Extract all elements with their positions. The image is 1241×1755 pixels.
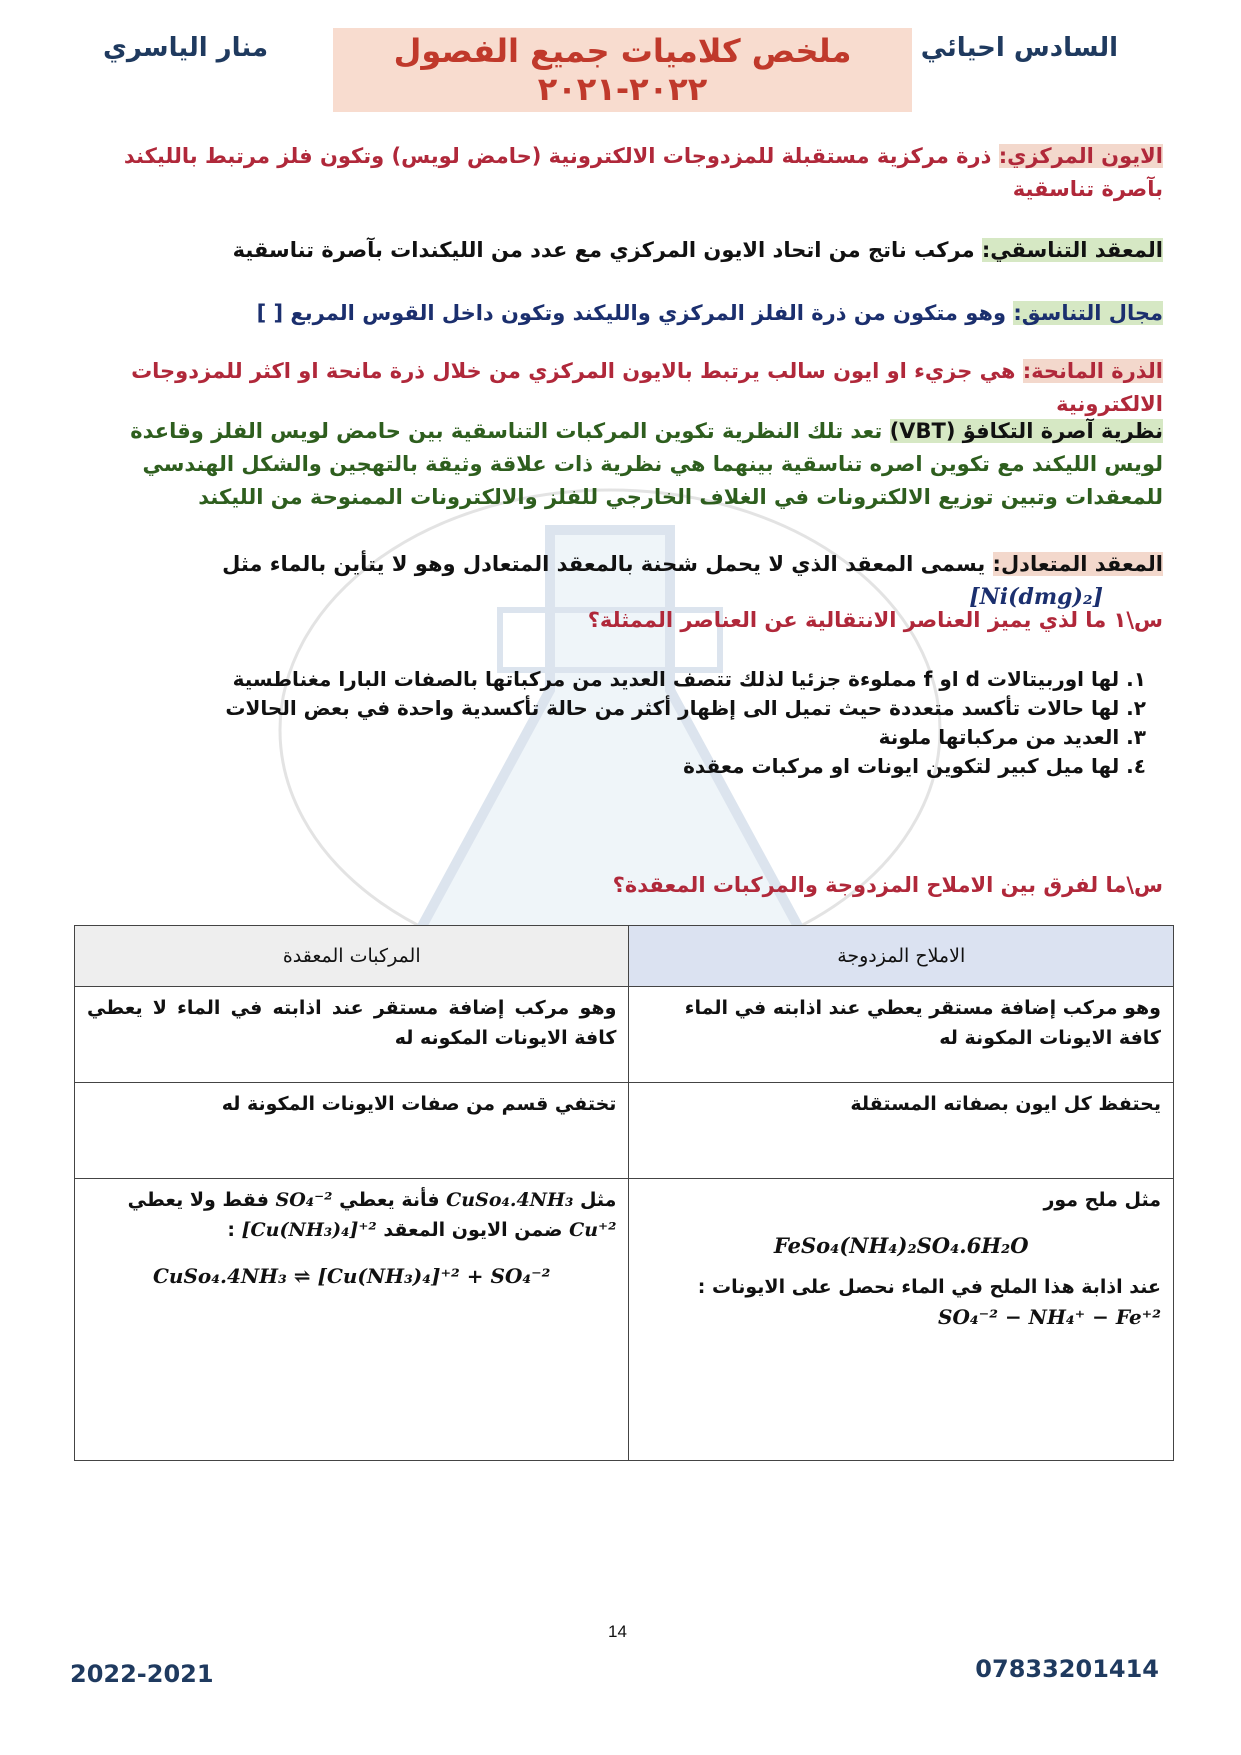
definition-term: المعقد المتعادل: bbox=[992, 552, 1163, 576]
definition-text: يسمى المعقد الذي لا يحمل شحنة بالمعقد المتعادل وهو لا يتأين بالماء مثل bbox=[222, 552, 986, 576]
column-header-complex-compounds: المركبات المعقدة bbox=[75, 926, 629, 987]
definition-text: مركب ناتج من اتحاد الايون المركزي مع عدد من الليكندات بآصرة تناسقية bbox=[232, 238, 975, 262]
table-cell: تختفي قسم من صفات الايونات المكونة له bbox=[75, 1083, 629, 1179]
item-number: ٢. bbox=[1126, 696, 1146, 720]
table-row bbox=[75, 1179, 1174, 1461]
mohr-salt-intro: مثل ملح مور bbox=[1043, 1189, 1161, 1211]
table-cell: وهو مركب إضافة مستقر يعطي عند اذابته في الماء كافة الايونات المكونة له bbox=[629, 987, 1174, 1083]
example-formula-1: CuSo₄.4NH₃ bbox=[446, 1189, 574, 1211]
item-number: ٤. bbox=[1126, 754, 1146, 778]
mohr-salt-formula: FeSo₄(NH₄)₂SO₄.6H₂O bbox=[773, 1233, 1029, 1258]
definition-term: مجال التناسق: bbox=[1013, 301, 1163, 325]
item-number: ١. bbox=[1126, 667, 1146, 691]
definition-text: هي جزيء او ايون سالب يرتبط بالايون المركزي من خلال ذرة مانحة او اكثر للمزدوجات الالكترونية bbox=[131, 359, 1163, 416]
grade-label: السادس احيائي bbox=[920, 33, 1118, 63]
page-number: 14 bbox=[608, 1622, 627, 1641]
definition-coordination-sphere bbox=[73, 297, 1163, 330]
example-formula-2: SO₄⁻² bbox=[275, 1189, 333, 1211]
definition-term: الذرة المانحة: bbox=[1022, 359, 1163, 383]
question-2-label: س\ما لفرق بين الاملاح المزدوجة والمركبات المعقدة؟ bbox=[612, 873, 1163, 897]
mohr-salt-dissolve-text: عند اذابة هذا الملح في الماء نحصل على الايونات : bbox=[697, 1276, 1161, 1298]
definition-text: تعد تلك النظرية تكوين المركبات التناسقية بين حامض لويس الفلز وقاعدة لويس الليكند مع تكوين اصره تناسقية بينهما هي نظرية ذات علاقة وثيقة بالتهجين والشكل الهندسي للمعقدات وتبين توزيع الالكترونات في الغلاف الخارجي للفلز والالكترونات الممنوحة من الليكند bbox=[130, 419, 1163, 509]
definition-term: نظرية آصرة التكافؤ (VBT) bbox=[889, 419, 1163, 443]
mohr-salt-ions: SO₄⁻² − NH₄⁺ − Fe⁺² bbox=[938, 1305, 1161, 1329]
item-text: لها اوربيتالات d او f مملوءة جزئيا لذلك تتصف العديد من مركباتها بالصفات البارا مغناطسية bbox=[232, 667, 1120, 691]
table-header-row bbox=[75, 926, 1174, 987]
definition-term: المعقد التناسقي: bbox=[981, 238, 1163, 262]
example-mid: فأنة يعطي bbox=[339, 1189, 440, 1211]
item-text: لها حالات تأكسد متعددة حيث تميل الى إظهار أكثر من حالة تأكسدية واحدة في بعض الحالات bbox=[225, 696, 1120, 720]
definition-donor-atom bbox=[73, 355, 1163, 421]
item-text: العديد من مركباتها ملونة bbox=[878, 725, 1120, 749]
table-cell-complex-example bbox=[75, 1179, 629, 1461]
definition-central-ion bbox=[73, 140, 1163, 206]
page-title: ملخص كلاميات جميع الفصول ٢٠٢٢-٢٠٢١ bbox=[333, 28, 912, 112]
table-cell: وهو مركب إضافة مستقر عند اذابته في الماء لا يعطي كافة الايونات المكونه له bbox=[75, 987, 629, 1083]
table-row bbox=[75, 1083, 1174, 1179]
list-item bbox=[146, 752, 1146, 781]
list-item bbox=[146, 665, 1146, 694]
definition-coordination-complex bbox=[73, 234, 1163, 267]
neutral-complex-formula: [Ni(dmg)₂] bbox=[969, 584, 1103, 610]
question-1-label: س\١ ما لذي يميز العناصر الانتقالية عن العناصر الممثلة؟ bbox=[587, 608, 1163, 632]
table-cell-mohr-salt bbox=[629, 1179, 1174, 1461]
question-1-list bbox=[146, 665, 1146, 781]
table-cell: يحتفظ كل ايون بصفاته المستقلة bbox=[629, 1083, 1174, 1179]
example-mid-2: ضمن الايون المعقد bbox=[383, 1219, 563, 1241]
author-name: منار الياسري bbox=[103, 33, 269, 63]
table-row bbox=[75, 987, 1174, 1083]
definition-vbt bbox=[73, 415, 1163, 514]
definition-neutral-complex bbox=[73, 548, 1163, 614]
comparison-table bbox=[74, 925, 1174, 1461]
dissociation-equation: CuSo₄.4NH₃ ⇌ [Cu(NH₃)₄]⁺² + SO₄⁻² bbox=[152, 1264, 551, 1288]
list-item bbox=[146, 723, 1146, 752]
definition-text: ذرة مركزية مستقبلة للمزدوجات الالكترونية (حامض لويس) وتكون فلز مرتبط بالليكند بآصرة تناسقية bbox=[123, 144, 1163, 201]
footer-phone: 07833201414 bbox=[975, 1655, 1159, 1683]
example-pre: مثل bbox=[579, 1189, 617, 1211]
example-colon: : bbox=[227, 1219, 235, 1241]
column-header-double-salts: الاملاح المزدوجة bbox=[629, 926, 1174, 987]
example-post: فقط ولا يعطي bbox=[127, 1189, 269, 1211]
item-text: لها ميل كبير لتكوين ايونات او مركبات معقدة bbox=[683, 754, 1120, 778]
definition-term: الايون المركزي: bbox=[998, 144, 1163, 168]
example-formula-4: [Cu(NH₃)₄]⁺² bbox=[241, 1219, 377, 1241]
item-number: ٣. bbox=[1126, 725, 1146, 749]
example-formula-3: Cu⁺² bbox=[569, 1219, 617, 1241]
definition-text: وهو متكون من ذرة الفلز المركزي والليكند وتكون داخل القوس المربع [ ] bbox=[256, 301, 1007, 325]
footer-year: 2022-2021 bbox=[70, 1660, 214, 1688]
list-item bbox=[146, 694, 1146, 723]
